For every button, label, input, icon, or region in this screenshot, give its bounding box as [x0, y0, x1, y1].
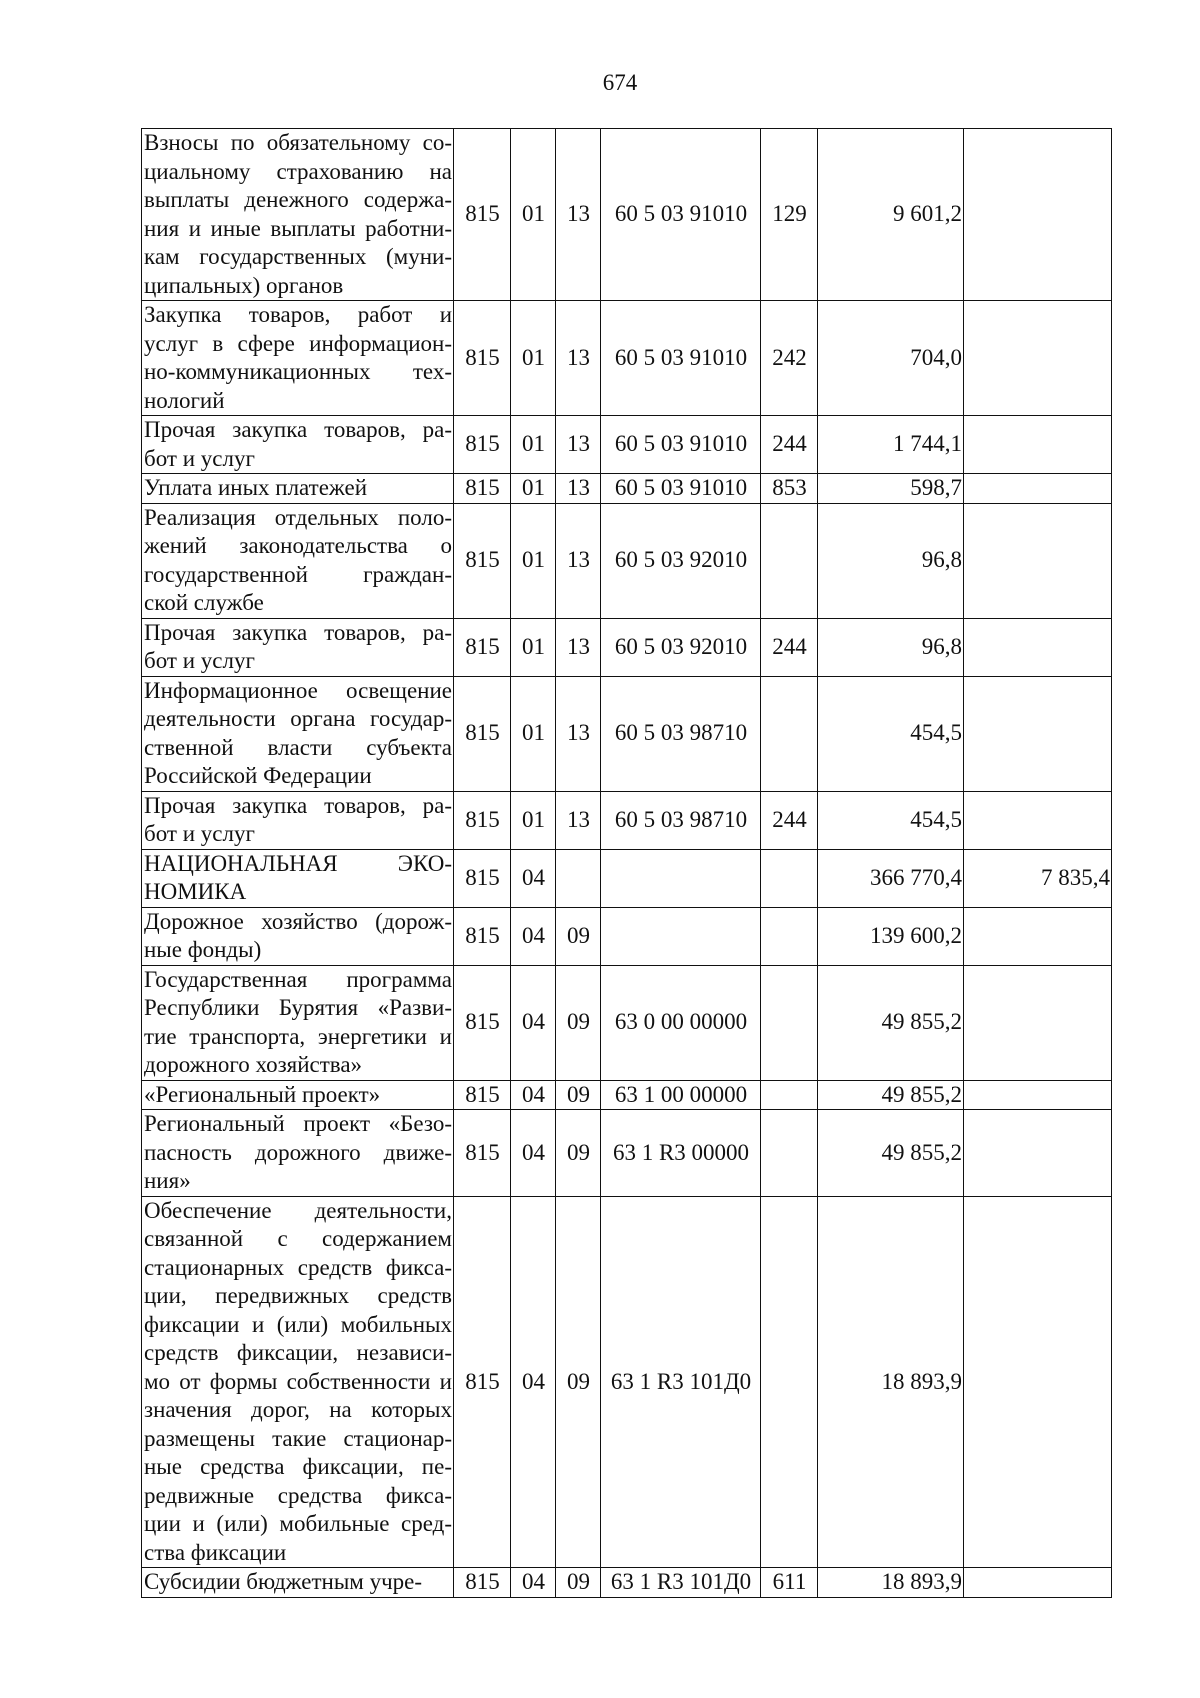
cell-subsection-code: 09 [556, 965, 601, 1080]
cell-item-name [142, 1110, 454, 1197]
cell-item-name [142, 503, 454, 618]
cell-expense-type: 853 [761, 474, 818, 504]
cell-ministry-code: 815 [454, 1196, 511, 1568]
table-row [142, 965, 1112, 1080]
cell-ministry-code: 815 [454, 618, 511, 676]
item-name-line: Региональный проект «Безо- [144, 1111, 452, 1136]
cell-section-code: 04 [511, 965, 556, 1080]
cell-subsection-code: 09 [556, 1196, 601, 1568]
cell-item-name [142, 1080, 454, 1110]
table-row [142, 301, 1112, 416]
cell-amount-secondary [964, 965, 1112, 1080]
item-name-line: Прочая закупка товаров, ра- [144, 792, 452, 818]
cell-section-code: 04 [511, 1196, 556, 1568]
cell-amount: 366 770,4 [818, 849, 964, 907]
cell-amount: 704,0 [818, 301, 964, 416]
item-name-line: Республики Бурятия «Разви- [144, 995, 452, 1020]
cell-item-name [142, 676, 454, 791]
cell-section-code: 04 [511, 1568, 556, 1598]
cell-amount-secondary [964, 907, 1112, 965]
cell-section-code: 01 [511, 503, 556, 618]
cell-target-article: 60 5 03 91010 [601, 129, 761, 301]
cell-item-name [142, 907, 454, 965]
cell-target-article: 63 1 R3 00000 [601, 1110, 761, 1197]
cell-ministry-code: 815 [454, 907, 511, 965]
cell-section-code: 04 [511, 1080, 556, 1110]
item-name-line: но-коммуникационных тех- [144, 359, 452, 384]
item-name-line: выплаты денежного содержа- [144, 187, 452, 212]
cell-target-article: 60 5 03 91010 [601, 416, 761, 474]
item-name-line: Реализация отдельных поло- [144, 504, 452, 530]
cell-target-article [601, 849, 761, 907]
cell-expense-type [761, 676, 818, 791]
item-name-line: бот и услуг [144, 821, 255, 846]
cell-amount-secondary [964, 1110, 1112, 1197]
item-name-line: ской службе [144, 590, 264, 615]
cell-amount-secondary [964, 791, 1112, 849]
item-name-line: ния» [144, 1168, 191, 1193]
cell-amount: 18 893,9 [818, 1196, 964, 1568]
item-name-line: ства фиксации [144, 1539, 287, 1565]
cell-item-name [142, 301, 454, 416]
item-name-line: ния и иные выплаты работни- [144, 215, 452, 241]
cell-amount-secondary [964, 503, 1112, 618]
cell-item-name [142, 1196, 454, 1568]
cell-amount: 49 855,2 [818, 1080, 964, 1110]
cell-item-name [142, 416, 454, 474]
table-row [142, 129, 1112, 301]
cell-amount-secondary [964, 676, 1112, 791]
cell-amount-secondary [964, 618, 1112, 676]
cell-amount: 49 855,2 [818, 965, 964, 1080]
cell-ministry-code: 815 [454, 503, 511, 618]
item-name-line: Дорожное хозяйство (дорож- [144, 908, 452, 934]
cell-target-article: 60 5 03 91010 [601, 474, 761, 504]
item-name-line: НАЦИОНАЛЬНАЯ ЭКО- [144, 850, 452, 876]
cell-section-code: 04 [511, 1110, 556, 1197]
cell-subsection-code: 09 [556, 1568, 601, 1598]
item-name-line: значения дорог, на которых [144, 1397, 452, 1422]
item-name-line: дорожного хозяйства» [144, 1052, 363, 1077]
table-row [142, 676, 1112, 791]
budget-table [141, 128, 1112, 1598]
cell-ministry-code: 815 [454, 129, 511, 301]
item-name-line: мо от формы собственности и [144, 1368, 452, 1394]
cell-target-article: 60 5 03 92010 [601, 618, 761, 676]
item-name-line: нологий [144, 387, 225, 413]
cell-ministry-code: 815 [454, 849, 511, 907]
cell-amount: 18 893,9 [818, 1568, 964, 1598]
cell-target-article: 60 5 03 98710 [601, 676, 761, 791]
item-name-line: размещены такие стационар- [144, 1425, 452, 1451]
cell-target-article: 60 5 03 98710 [601, 791, 761, 849]
cell-item-name [142, 474, 454, 504]
item-name-line: ные фонды) [144, 937, 262, 962]
cell-section-code: 01 [511, 618, 556, 676]
cell-section-code: 01 [511, 474, 556, 504]
item-name-line: Прочая закупка товаров, ра- [144, 417, 452, 442]
item-name-line: фиксации и (или) мобильных [144, 1311, 452, 1337]
cell-target-article [601, 907, 761, 965]
cell-ministry-code: 815 [454, 416, 511, 474]
item-name-line: жений законодательства о [144, 533, 452, 558]
cell-expense-type [761, 1080, 818, 1110]
item-name-line: Российской Федерации [144, 763, 372, 788]
cell-ministry-code: 815 [454, 791, 511, 849]
cell-amount: 96,8 [818, 503, 964, 618]
item-name-line: связанной с содержанием [144, 1226, 452, 1251]
cell-ministry-code: 815 [454, 1568, 511, 1598]
cell-item-name [142, 1568, 454, 1598]
item-name-line: средств фиксации, независи- [144, 1340, 452, 1365]
item-name-line: ные средства фиксации, пе- [144, 1454, 452, 1479]
item-name-line: услуг в сфере информацион- [144, 330, 452, 356]
table-row [142, 503, 1112, 618]
cell-item-name [142, 129, 454, 301]
cell-target-article: 60 5 03 92010 [601, 503, 761, 618]
table-row [142, 849, 1112, 907]
cell-expense-type [761, 965, 818, 1080]
cell-amount: 598,7 [818, 474, 964, 504]
cell-target-article: 63 1 R3 101Д0 [601, 1568, 761, 1598]
cell-subsection-code [556, 849, 601, 907]
item-name-line: Закупка товаров, работ и [144, 302, 452, 327]
item-name-line: Государственная программа [144, 966, 452, 992]
table-row [142, 1080, 1112, 1110]
cell-section-code: 04 [511, 907, 556, 965]
item-name-line: НОМИКА [144, 879, 247, 904]
table-body [142, 129, 1112, 1598]
item-name-line: стационарных средств фикса- [144, 1254, 452, 1280]
item-name-line: бот и услуг [144, 445, 255, 471]
cell-amount-secondary [964, 1568, 1112, 1598]
item-name-line: ципальных) органов [144, 272, 344, 298]
cell-ministry-code: 815 [454, 474, 511, 504]
table-row [142, 791, 1112, 849]
item-name-line: кам государственных (муни- [144, 244, 452, 269]
cell-item-name [142, 791, 454, 849]
cell-section-code: 01 [511, 416, 556, 474]
cell-section-code: 01 [511, 791, 556, 849]
cell-item-name [142, 618, 454, 676]
cell-expense-type: 244 [761, 416, 818, 474]
cell-subsection-code: 09 [556, 907, 601, 965]
cell-amount-secondary [964, 1080, 1112, 1110]
cell-ministry-code: 815 [454, 676, 511, 791]
table-row [142, 907, 1112, 965]
cell-ministry-code: 815 [454, 301, 511, 416]
cell-item-name [142, 849, 454, 907]
item-name-line: ственной власти субъекта [144, 734, 452, 760]
table-row [142, 1110, 1112, 1197]
table-row [142, 1568, 1112, 1598]
item-name-line: ции, передвижных средств [144, 1283, 452, 1308]
item-name-line: ции и (или) мобильные сред- [144, 1511, 452, 1536]
cell-subsection-code: 13 [556, 129, 601, 301]
page-number: 674 [602, 70, 638, 95]
cell-expense-type: 244 [761, 618, 818, 676]
cell-amount: 454,5 [818, 676, 964, 791]
cell-target-article: 63 1 00 00000 [601, 1080, 761, 1110]
cell-amount-secondary [964, 1196, 1112, 1568]
cell-expense-type [761, 849, 818, 907]
cell-amount: 1 744,1 [818, 416, 964, 474]
cell-expense-type [761, 1110, 818, 1197]
cell-subsection-code: 09 [556, 1080, 601, 1110]
cell-amount: 139 600,2 [818, 907, 964, 965]
cell-expense-type: 129 [761, 129, 818, 301]
table-row [142, 416, 1112, 474]
cell-expense-type: 611 [761, 1568, 818, 1598]
table-row [142, 1196, 1112, 1568]
cell-expense-type [761, 503, 818, 618]
cell-subsection-code: 13 [556, 791, 601, 849]
cell-amount: 9 601,2 [818, 129, 964, 301]
cell-subsection-code: 13 [556, 474, 601, 504]
cell-ministry-code: 815 [454, 1080, 511, 1110]
cell-subsection-code: 13 [556, 676, 601, 791]
cell-subsection-code: 13 [556, 416, 601, 474]
cell-expense-type [761, 1196, 818, 1568]
item-name-line: государственной граждан- [144, 561, 452, 587]
cell-amount: 96,8 [818, 618, 964, 676]
item-name-line: деятельности органа государ- [144, 706, 452, 731]
cell-amount: 49 855,2 [818, 1110, 964, 1197]
cell-subsection-code: 09 [556, 1110, 601, 1197]
cell-subsection-code: 13 [556, 503, 601, 618]
item-name-line: редвижные средства фикса- [144, 1482, 452, 1508]
cell-section-code: 01 [511, 129, 556, 301]
cell-subsection-code: 13 [556, 618, 601, 676]
item-name-line: тие транспорта, энергетики и [144, 1023, 452, 1049]
cell-expense-type [761, 907, 818, 965]
cell-expense-type: 242 [761, 301, 818, 416]
cell-target-article: 60 5 03 91010 [601, 301, 761, 416]
cell-section-code: 04 [511, 849, 556, 907]
item-name-line: Уплата иных платежей [144, 475, 368, 500]
cell-ministry-code: 815 [454, 965, 511, 1080]
cell-target-article: 63 1 R3 101Д0 [601, 1196, 761, 1568]
item-name-line: пасность дорожного движе- [144, 1139, 452, 1165]
table-row [142, 474, 1112, 504]
cell-expense-type: 244 [761, 791, 818, 849]
item-name-line: Информационное освещение [144, 677, 452, 703]
item-name-line: «Региональный проект» [144, 1081, 381, 1107]
item-name-line: циальному страхованию на [144, 158, 452, 184]
item-name-line: Обеспечение деятельности, [144, 1197, 452, 1223]
cell-amount-secondary [964, 416, 1112, 474]
table-row [142, 618, 1112, 676]
cell-amount-secondary [964, 129, 1112, 301]
item-name-line: Субсидии бюджетным учре- [144, 1569, 423, 1594]
item-name-line: бот и услуг [144, 648, 255, 673]
cell-amount-secondary [964, 301, 1112, 416]
cell-section-code: 01 [511, 676, 556, 791]
cell-target-article: 63 0 00 00000 [601, 965, 761, 1080]
cell-amount-secondary [964, 474, 1112, 504]
item-name-line: Взносы по обязательному со- [144, 130, 452, 155]
cell-section-code: 01 [511, 301, 556, 416]
cell-ministry-code: 815 [454, 1110, 511, 1197]
item-name-line: Прочая закупка товаров, ра- [144, 619, 452, 645]
cell-item-name [142, 965, 454, 1080]
cell-amount-secondary: 7 835,4 [964, 849, 1112, 907]
cell-amount: 454,5 [818, 791, 964, 849]
cell-subsection-code: 13 [556, 301, 601, 416]
